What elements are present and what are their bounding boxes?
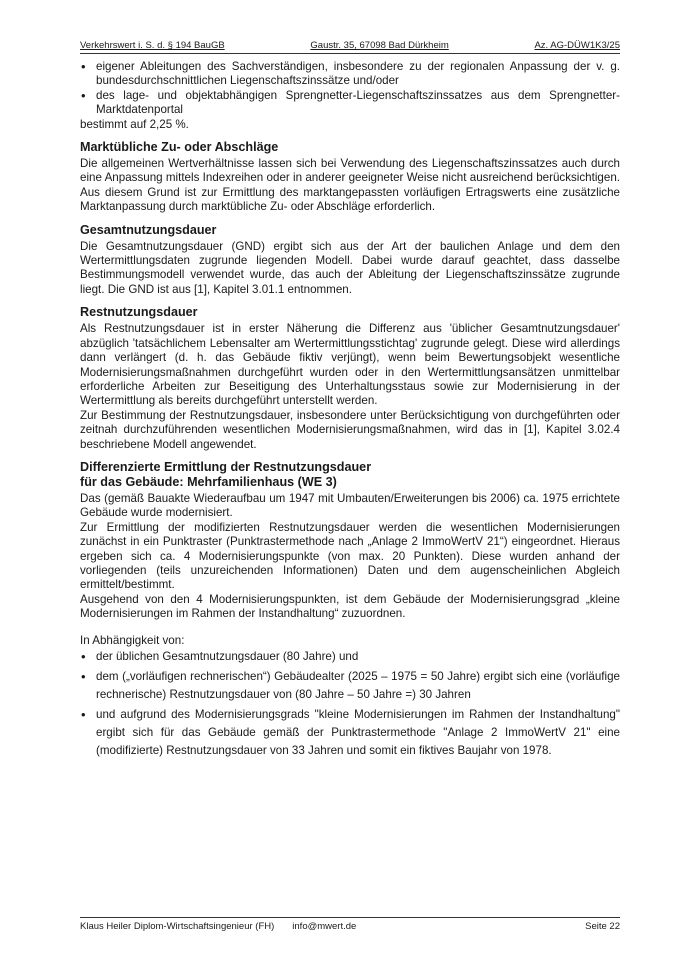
list-item: • des lage- und objektabhängigen Sprengnetter-Liegenschaftszinssatzes aus dem Sprengnetter-Marktdatenportal bbox=[80, 89, 620, 118]
footer-email: info@mwert.de bbox=[292, 921, 357, 932]
heading-line: für das Gebäude: Mehrfamilienhaus (WE 3) bbox=[80, 474, 337, 489]
section-heading-zu-abschlaege: Marktübliche Zu- oder Abschläge bbox=[80, 140, 279, 155]
lead-text: In Abhängigkeit von: bbox=[80, 633, 185, 647]
spacer bbox=[80, 622, 620, 634]
header-center: Gaustr. 35, 67098 Bad Dürkheim bbox=[310, 40, 449, 51]
paragraph: Die allgemeinen Wertverhältnisse lassen sich bei Verwendung des Liegenschaftszinssatzes auch durch eine Anpassung mittels Indexreihen oder in anderer geeigneter Weise nicht ausreichend berücksichtigen. Aus diesem Grund ist zur Ermittlung des marktangepassten vorläufigen Ertragswerts eine zusätzliche Marktanpassung durch marktübliche Zu- oder Abschläge erforderlich. bbox=[80, 157, 620, 214]
section-heading-restnutzungsdauer: Restnutzungsdauer bbox=[80, 305, 198, 320]
list-item: • der üblichen Gesamtnutzungsdauer (80 Jahre) und bbox=[80, 648, 620, 666]
footer-author: Klaus Heiler Diplom-Wirtschaftsingenieur (FH) bbox=[80, 921, 275, 932]
list-item: • dem („vorläufigen rechnerischen“) Gebäudealter (2025 – 1975 = 50 Jahre) ergibt sich eine (vorläufige rechnerische) Restnutzungsdauer von (80 Jahre – 50 Jahre =) 30 Jahren bbox=[80, 668, 620, 704]
paragraph: Als Restnutzungsdauer ist in erster Näherung die Differenz aus 'üblicher Gesamtnutzungsdauer' abzüglich 'tatsächlichem Lebensalter am Wertermittlungsstichtag' zugrunde gelegt. Diese wird allerdings dann verlängert (d. h. das Gebäude fiktiv verjüngt), wenn beim Bewertungsobjekt wesentliche Modernisierungsmaßnahmen durchgeführt wurden oder in den Wertermittlungsansätzen unmittelbar erforderliche Arbeiten zur Beseitigung des Unterhaltungsstaus sowie zur Modernisierung in der Wertermittlung als bereits durchgeführt unterstellt werden. bbox=[80, 322, 620, 408]
paragraph: Die Gesamtnutzungsdauer (GND) ergibt sich aus der Art der baulichen Anlage und dem den Wertermittlungsdaten zugrunde liegenden Modell. Dabei wurde darauf geachtet, dass dasselbe Bestimmungsmodell verwendet wurde, das auch der Ableitung der Liegenschaftszinssätze zugrunde liegt. Die GND ist aus [1], Kapitel 3.01.1 entnommen. bbox=[80, 239, 620, 296]
section-heading-gesamtnutzungsdauer: Gesamtnutzungsdauer bbox=[80, 222, 217, 237]
dependency-bullet-list bbox=[80, 648, 620, 760]
list-item: • und aufgrund des Modernisierungsgrads "kleine Modernisierungen im Rahmen der Instandhaltung" ergibt sich für das Gebäude gemäß der Punktrastermethode "Anlage 2 ImmoWertV 21" eine (modifizierte) Restnutzungsdauer von 33 Jahren und somit ein fiktives Baujahr von 1978. bbox=[80, 706, 620, 760]
paragraph: Zur Bestimmung der Restnutzungsdauer, insbesondere unter Berücksichtigung von durchgeführten oder zeitnah durchzuführenden wesentlichen Modernisierungsmaßnahmen, wird das in [1], Kapitel 3.02.4 beschriebene Modell angewendet. bbox=[80, 408, 620, 451]
paragraph: Ausgehend von den 4 Modernisierungspunkten, ist dem Gebäude der Modernisierungsgrad „kleine Modernisierungen im Rahmen der Instandhaltung“ zuzuordnen. bbox=[80, 592, 620, 621]
paragraph: Das (gemäß Bauakte Wiederaufbau um 1947 mit Umbauten/Erweiterungen bis 2006) ca. 1975 errichtete Gebäude wurde modernisiert. bbox=[80, 491, 620, 520]
header-right: Az. AG-DÜW1K3/25 bbox=[534, 40, 620, 51]
paragraph: Zur Ermittlung der modifizierten Restnutzungsdauer werden die wesentlichen Modernisierungen zunächst in ein Punktraster (Punktrastermethode nach „Anlage 2 ImmoWertV 21“) eingeordnet. Hieraus ergeben sich ca. 4 Modernisierungspunkte (von max. 20 Punkten). Diese wurden anhand der vorliegenden (teils unzureichenden Informationen) Daten und dem augenscheinlichen Abgleich ermittelt/bestimmt. bbox=[80, 520, 620, 592]
page-header bbox=[80, 40, 620, 54]
header-left: Verkehrswert i. S. d. § 194 BauGB bbox=[80, 40, 225, 51]
page-footer bbox=[80, 917, 620, 932]
heading-line: Differenzierte Ermittlung der Restnutzungsdauer bbox=[80, 459, 372, 474]
document-page bbox=[80, 40, 620, 760]
intro-closing-text: bestimmt auf 2,25 %. bbox=[80, 117, 189, 131]
section-heading-differenzierte-ermittlung bbox=[80, 460, 620, 490]
page-body bbox=[80, 60, 620, 760]
page-number: Seite 22 bbox=[585, 921, 620, 932]
list-item: • eigener Ableitungen des Sachverständigen, insbesondere zu der regionalen Anpassung der v. g. bundesdurchschnittlichen Liegenschaftszinssätze und/oder bbox=[80, 60, 620, 89]
intro-bullet-list bbox=[80, 60, 620, 118]
